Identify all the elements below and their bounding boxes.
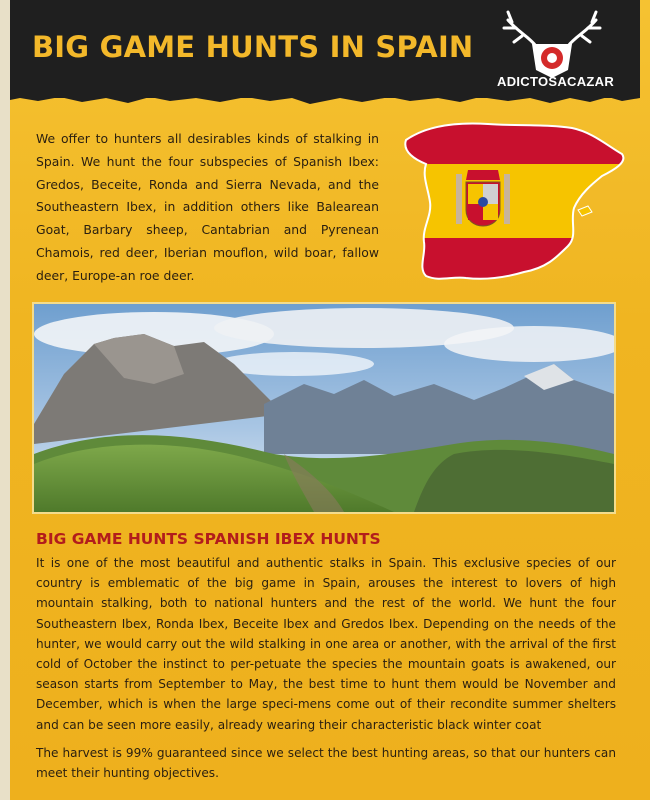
intro-paragraph: We offer to hunters all desirables kinds of stalking in Spain. We hunt the four subspecies of Spanish Ibex: Gredos, Beceite, Ronda and Sierra Nevada, and the Southeastern Ibex, in addition others like Balearean Goat, Barbary sheep, Cantabrian and Pyrenean Chamois, red deer, Iberian mouflon, wild boar, fallow deer, Europe-an roe deer. xyxy=(36,131,379,283)
section-body: It is one of the most beautiful and authentic stalks in Spain. This exclusive species of our country is emblematic of the big game in Spain, arouses the interest to lovers of high mountain stalking, both to national hunters and the rest of the world. We hunt the four Southeastern Ibex, Ronda Ibex, Beceite Ibex and Gredos Ibex. Depending on the needs of the hunter, we would carry out the wild stalking in one area or another, with the arrival of the first cold of October the instinct to per-petuate the species the mountain goats is awakened, our season starts from September to May, the best time to hunt them would be November and December, which is when the large speci-mens come out of their recondite summer shelters and can be seen more easily, already wearing their characteristic black winter coat xyxy=(36,556,616,732)
harvest-paragraph: The harvest is 99% guaranteed since we select the best hunting areas, so that our hunters can meet their hunting objectives. xyxy=(36,746,616,781)
torn-edge xyxy=(10,92,640,108)
page-title: BIG GAME HUNTS IN SPAIN xyxy=(32,30,474,64)
page-edge xyxy=(0,0,10,800)
logo-text: ADICTOSACAZAR xyxy=(497,74,615,89)
section-heading: BIG GAME HUNTS SPANISH IBEX HUNTS xyxy=(36,530,381,548)
mountain-landscape-image xyxy=(34,304,614,512)
spain-flag-map-icon xyxy=(396,118,628,294)
